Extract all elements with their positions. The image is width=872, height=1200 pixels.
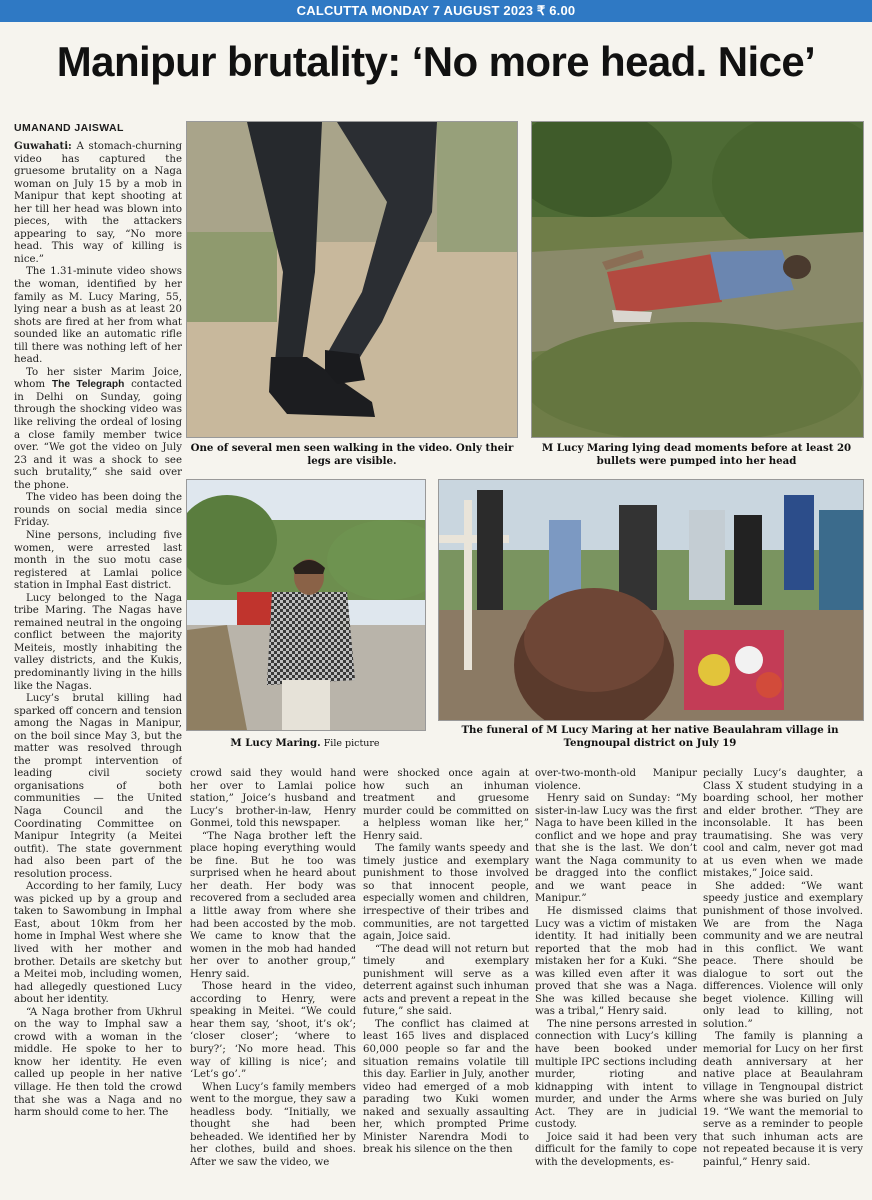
caption-portrait [186,737,424,751]
article-column-3 [363,768,529,1192]
caption-funeral: The funeral of M Lucy Maring at her native Beaulahram village in Tengnoupal district on July 19 [461,724,839,749]
article-column-1 [14,140,182,1192]
article-paragraph: “The dead will not return but timely and exemplary punishment will serve as a deterrent against such inhuman acts and prevent a repeat in the future,” she said. [363,943,529,1018]
article-column-5 [703,768,863,1192]
article-paragraph: According to her family, Lucy was picked up by a group and taken to Sawombung in Imphal East, about 10km from her home in Imphal West where she lived with her mother and brother. Details are sketchy but a Meitei mob, including women, had allegedly questioned Lucy about her identity. [14,881,182,1006]
article-paragraph: Nine persons, including five women, were arrested last month in the suo motu case registered at Lamlai police station in Imphal East district. [14,529,182,592]
article-paragraph: To her sister Marim Joice, whom The Telegraph contacted in Delhi on Sunday, going through the shocking video was like reliving the ordeal of losing a close family member twice over. “We got the video on July 23 and it was a shock to see such brutality,” she said over the phone. [14,366,182,491]
byline: UMANAND JAISWAL [14,122,124,134]
article-paragraph: She added: “We want speedy justice and exemplary punishment of those involved. We are from the Naga community and we are neutral in this conflict. We want peace. There should be dialogue to sort out the differences. Violence will only beget violence. Killing will only lead to killing, not solution.” [703,880,863,1030]
photo-credit: File picture [320,738,380,749]
photo-lying-dead [531,121,864,438]
article-column-4 [535,768,697,1192]
dateline: Guwahati: [14,140,72,152]
masthead-bar [0,0,872,22]
headline: Manipur brutality: ‘No more head. Nice’ [56,38,816,85]
article-paragraph: over-two-month-old Manipur violence. [535,768,697,792]
article-paragraph: The video has been doing the rounds on social media since Friday. [14,492,182,529]
photo-portrait [186,479,426,731]
article-paragraph: When Lucy’s family members went to the morgue, they saw a headless body. “Initially, we thought she had been beheaded. We identified her by her clothes, build and shoes. After we saw the video, we [190,1081,356,1168]
publication-name: The Telegraph [51,379,125,391]
article-paragraph: “The Naga brother left the place hoping everything would be fine. But he too was surprised when he heard about her death. Her body was recovered from a secluded area a little away from where she had been accosted by the mob. We came to know that the women in the mob had handed her over to another group,” Henry said. [190,830,356,980]
article-paragraph: Joice said it had been very difficult for the family to cope with the developments, es- [535,1131,697,1168]
photo-funeral [438,479,864,721]
article-paragraph: “A Naga brother from Ukhrul on the way to Imphal saw a crowd with a woman in the middle. He spoke to her to know her identity. He even called up people in her native village. He then told the crowd that she was a Naga and no harm should come to her. The [14,1006,182,1119]
caption-portrait-name: M Lucy Maring. [230,737,321,749]
article-paragraph: pecially Lucy’s daughter, a Class X student studying in a boarding school, her mother and elder brother. “They are inconsolable. It has been traumatising. She was very cool and calm, never got mad at us even when we made mistakes,” Joice said. [703,768,863,880]
article-paragraph: Lucy belonged to the Naga tribe Maring. The Nagas have remained neutral in the ongoing conflict between the majority Meiteis, mostly inhabiting the valley districts, and the Kukis, predominantly living in the hills like the Nagas. [14,592,182,692]
masthead-text: CALCUTTA MONDAY 7 AUGUST 2023 ₹ 6.00 [296,3,576,18]
caption-walking-legs: One of several men seen walking in the video. Only their legs are visible. [190,442,514,467]
article-paragraph: The family wants speedy and timely justice and exemplary punishment to those involved so that innocent people, especially women and children, irrespective of their tribes and communities, are not targetted again, Joice said. [363,843,529,943]
article-paragraph: He dismissed claims that Lucy was a victim of mistaken identity. It had initially been reported that the mob had mistaken her for a Kuki. “She was killed even after it was proved that she was a Naga. She was killed because she was a tribal,” Henry said. [535,906,697,1018]
article-paragraph: The family is planning a memorial for Lucy on her first death anniversary at her native place at Beaulahram village in Tengnoupal district where she was buried on July 19. “We want the memorial to serve as a reminder to people that such inhuman acts are not repeated because it is very painful,” Henry said. [703,1031,863,1168]
article-paragraph: Lucy’s brutal killing had sparked off concern and tension among the Nagas in Manipur, on the boil since May 3, but the matter was resolved through the prompt intervention of leading civil society organisations of both communities — the United Naga Council and the Coordinating Committee on Manipur Integrity (a Meitei outfit). The state government had also been part of the resolution process. [14,693,182,880]
article-paragraph: were shocked once again at how such an inhuman treatment and gruesome murder could be committed on a helpless woman like her,” Henry said. [363,768,529,842]
article-paragraph: The 1.31-minute video shows the woman, identified by her family as M. Lucy Maring, 55, lying near a bush as at least 20 shots are fired at her from what sounded like an automatic rifle till there was nothing left of her head. [14,266,182,366]
article-column-2 [190,768,356,1192]
article-paragraph: Those heard in the video, according to Henry, were speaking in Meitei. “We could hear them say, ‘shoot, it’s ok’; ‘closer closer’; ‘where to bury?’; ‘No more head. This way of killing is nice’; and ‘Let’s go’.” [190,981,356,1081]
article-paragraph: crowd said they would hand her over to Lamlai police station,” Joice’s husband and Lucy’s brother-in-law, Henry Gonmei, told this newspaper. [190,768,356,830]
caption-lying-dead: M Lucy Maring lying dead moments before at least 20 bullets were pumped into her head [541,442,852,467]
article-paragraph: The nine persons arrested in connection with Lucy’s killing have been booked under multiple IPC sections including murder, rioting and kidnapping with intent to murder, and under the Arms Act. They are in judicial custody. [535,1018,697,1131]
article-paragraph: Guwahati: A stomach-churning video has captured the gruesome brutality on a Naga woman on July 15 by a mob in Manipur that kept shooting at her till her head was blown into pieces, with the attackers appearing to say, “No more head. This way of killing is nice.” [14,140,182,265]
article-paragraph: The conflict has claimed at least 165 lives and displaced 60,000 people so far and the situation remains volatile till this day. Earlier in July, another video had emerged of a mob parading two Kuki women naked and sexually assaulting her, which prompted Prime Minister Narendra Modi to break his silence on the then [363,1018,529,1156]
photo-walking-legs [186,121,518,438]
article-paragraph: Henry said on Sunday: “My sister-in-law Lucy was the first Naga to have been killed in the conflict and we hope and pray that she is the last. We don’t want the Naga community to be dragged into the conflict and we want peace in Manipur.” [535,793,697,905]
